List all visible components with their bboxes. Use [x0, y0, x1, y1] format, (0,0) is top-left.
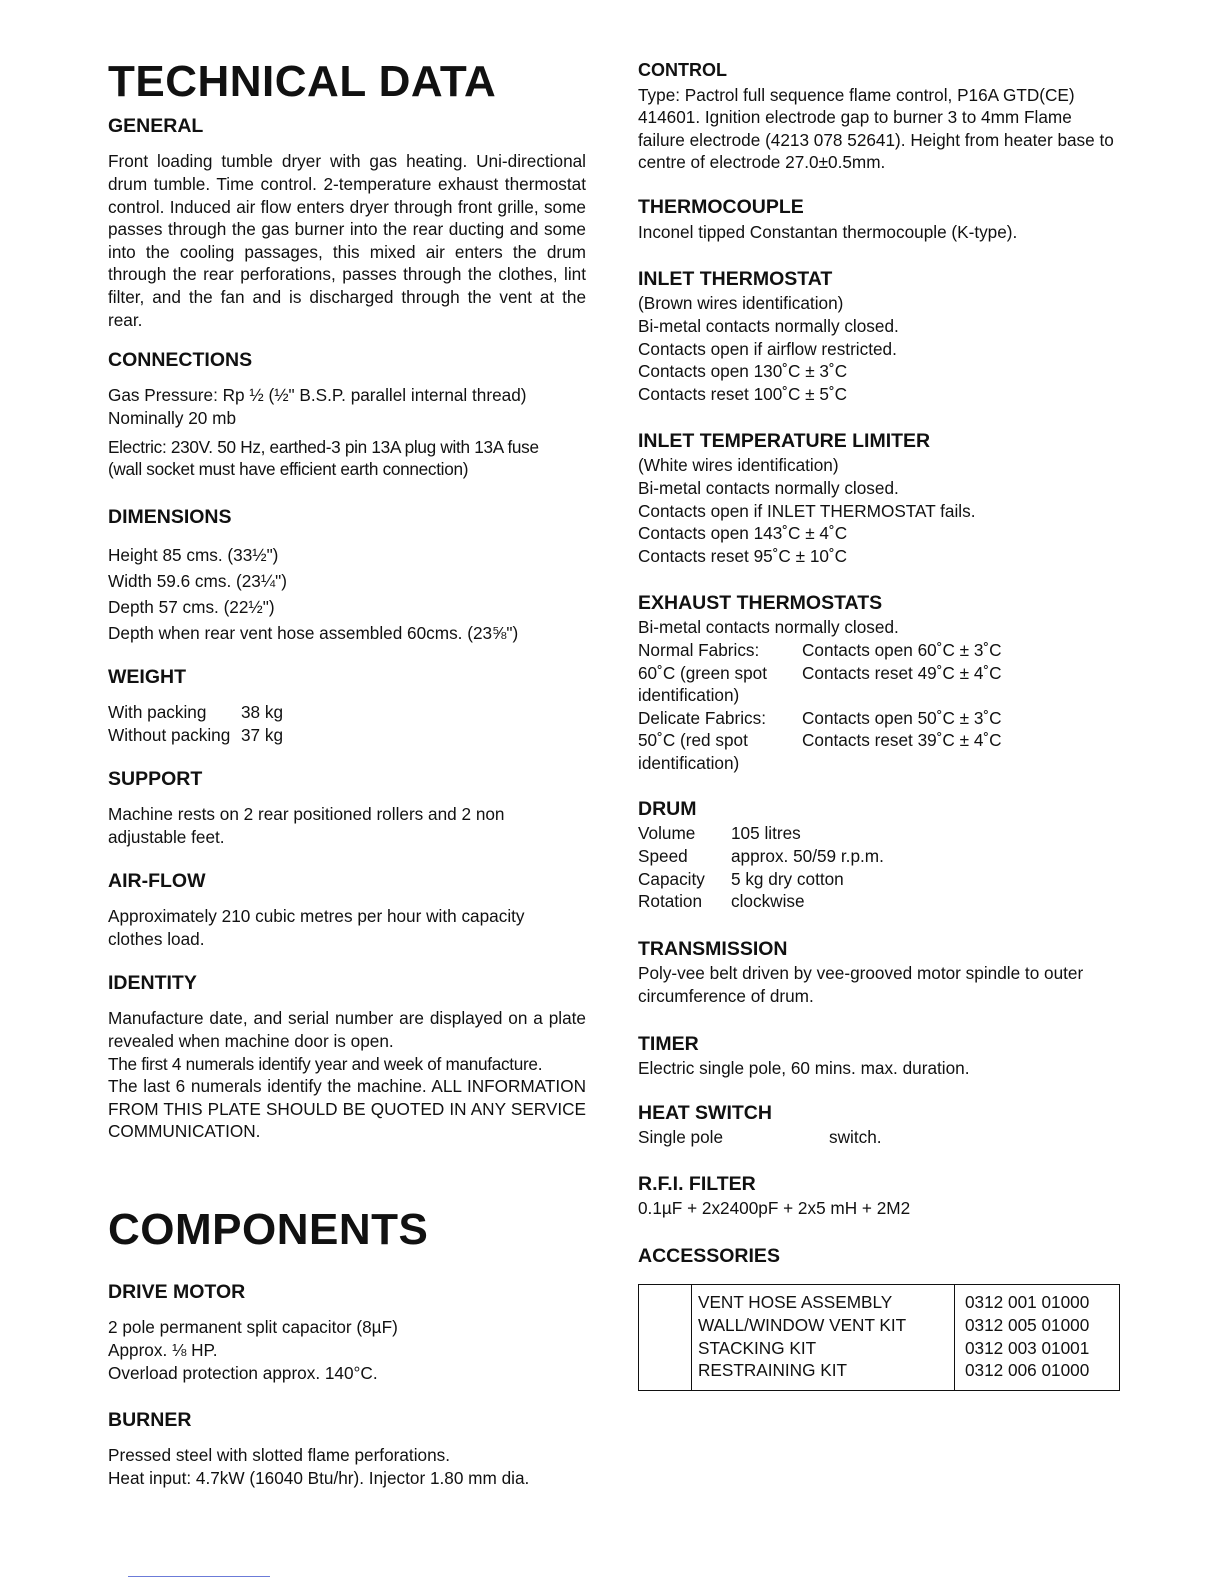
inlet-thermostat-line: Contacts reset 100˚C ± 5˚C: [638, 383, 848, 404]
timer-section: [638, 1033, 1120, 1080]
inlet-thermostat-line: (Brown wires identification): [638, 293, 844, 314]
accessories-name-cell: [692, 1285, 955, 1390]
motor-power: Approx. ⅛ HP.: [108, 1339, 218, 1360]
exhaust-row: identification): [638, 752, 740, 773]
components-title: COMPONENTS: [108, 1205, 429, 1254]
rfi-text: 0.1µF + 2x2400pF + 2x5 mH + 2M2: [638, 1198, 911, 1219]
heat-switch-type: Single pole: [638, 1127, 724, 1148]
weight-heading: WEIGHT: [108, 666, 186, 688]
heat-switch-kind: switch.: [829, 1127, 882, 1148]
control-section: [638, 60, 1120, 174]
gas-pressure: Gas Pressure: Rp ½ (½" B.S.P. parallel internal thread): [108, 385, 527, 406]
identity-heading: IDENTITY: [108, 972, 197, 994]
control-text: Type: Pactrol full sequence flame control, P16A GTD(CE) 414601. Ignition electrode gap to burner 3 to 4mm Flame failure electrode (4213 078 52641). Height from heater base to centre of electrode 27.0±0.5mm.: [638, 84, 1114, 173]
inlet-limiter-line: Contacts reset 95˚C ± 10˚C: [638, 545, 848, 566]
dimensions-section: [108, 506, 586, 646]
support-section: [108, 768, 586, 849]
accessory-name: VENT HOSE ASSEMBLY: [698, 1292, 893, 1313]
accessory-name: RESTRAINING KIT: [698, 1360, 847, 1381]
dimension-height: Height 85 cms. (33½"): [108, 545, 279, 566]
exhaust-intro: Bi-metal contacts normally closed.: [638, 617, 899, 638]
transmission-text: Poly-vee belt driven by vee-grooved motor spindle to outer circumference of drum.: [638, 963, 1084, 1006]
inlet-limiter-section: [638, 430, 1120, 567]
dimensions-heading: DIMENSIONS: [108, 506, 232, 528]
identity-numerals: The first 4 numerals identify year and week of manufacture.: [108, 1053, 543, 1074]
inlet-thermostat-line: Contacts open if airflow restricted.: [638, 338, 897, 359]
accessory-code: 0312 001 01000: [965, 1292, 1090, 1313]
rfi-section: [638, 1173, 1120, 1220]
accessories-table-row: [639, 1285, 1120, 1390]
drum-row: Capacity 5 kg dry cotton: [638, 868, 844, 889]
accessories-section: [638, 1245, 1120, 1391]
drum-row: Volume 105 litres: [638, 823, 801, 844]
general-text: Front loading tumble dryer with gas heating. Uni-directional drum tumble. Time control. 2-temperature exhaust thermostat control. Induced air flow enters dryer through front grille, some passes through the gas burner into the rear ducting and some into the cooling passages, this mixed air enters the drum through the rear perforations, passes through the clothes, lint filter, and the fan and is discharged through the vent at the rear.: [108, 151, 586, 330]
exhaust-row: 50˚C (red spot Contacts reset 39˚C ± 4˚C: [638, 730, 1002, 751]
accessory-code: 0312 003 01001: [965, 1337, 1090, 1358]
airflow-text: Approximately 210 cubic metres per hour with capacity clothes load.: [108, 906, 525, 949]
inlet-thermostat-heading: INLET THERMOSTAT: [638, 268, 833, 290]
accessory-name: STACKING KIT: [698, 1337, 817, 1358]
inlet-thermostat-section: [638, 268, 1120, 405]
motor-overload: Overload protection approx. 140°C.: [108, 1362, 378, 1383]
accessories-table: [638, 1284, 1120, 1390]
inlet-limiter-line: Bi-metal contacts normally closed.: [638, 477, 899, 498]
drum-row: Speed approx. 50/59 r.p.m.: [638, 845, 884, 866]
inlet-thermostat-line: Bi-metal contacts normally closed.: [638, 315, 899, 336]
weight-row: With packing 38 kg: [108, 702, 284, 723]
exhaust-row: Normal Fabrics: Contacts open 60˚C ± 3˚C: [638, 639, 1002, 660]
burner-heat-input: Heat input: 4.7kW (16040 Btu/hr). Injector 1.80 mm dia.: [108, 1467, 530, 1488]
electric-note: (wall socket must have efficient earth connection): [108, 459, 469, 480]
transmission-heading: TRANSMISSION: [638, 938, 788, 960]
exhaust-row: 60˚C (green spot Contacts reset 49˚C ± 4˚C: [638, 662, 1002, 683]
accessories-code-cell: [955, 1285, 1120, 1390]
support-heading: SUPPORT: [108, 768, 203, 790]
inlet-thermostat-line: Contacts open 130˚C ± 3˚C: [638, 361, 848, 382]
drum-heading: DRUM: [638, 798, 697, 820]
exhaust-heading: EXHAUST THERMOSTATS: [638, 592, 883, 614]
timer-heading: TIMER: [638, 1033, 699, 1055]
gas-nominal: Nominally 20 mb: [108, 407, 236, 428]
inlet-limiter-heading: INLET TEMPERATURE LIMITER: [638, 430, 931, 452]
weight-row: Without packing 37 kg: [108, 724, 284, 745]
exhaust-row: Delicate Fabrics: Contacts open 50˚C ± 3˚C: [638, 707, 1002, 728]
identity-text: Manufacture date, and serial number are displayed on a plate revealed when machine door is open.: [108, 1008, 586, 1051]
heat-switch-heading: HEAT SWITCH: [638, 1102, 772, 1124]
identity-machine: The last 6 numerals identify the machine. ALL INFORMATION FROM THIS PLATE SHOULD BE QUOTED IN ANY SERVICE COMMUNICATION.: [108, 1076, 586, 1142]
weight-section: [108, 666, 586, 747]
connections-heading: CONNECTIONS: [108, 349, 253, 371]
support-text: Machine rests on 2 rear positioned rollers and 2 non adjustable feet.: [108, 804, 505, 847]
motor-type: 2 pole permanent split capacitor (8µF): [108, 1317, 398, 1338]
burner-section: [108, 1409, 586, 1490]
accessories-heading: ACCESSORIES: [638, 1245, 780, 1267]
inlet-limiter-line: Contacts open 143˚C ± 4˚C: [638, 523, 848, 544]
electric-spec: Electric: 230V. 50 Hz, earthed-3 pin 13A plug with 13A fuse: [108, 436, 539, 457]
exhaust-section: [638, 592, 1120, 775]
accessories-blank-cell: [639, 1285, 692, 1390]
drum-section: [638, 798, 1120, 913]
transmission-section: [638, 938, 1120, 1008]
airflow-heading: AIR-FLOW: [108, 870, 206, 892]
general-section: [108, 115, 586, 331]
inlet-limiter-line: (White wires identification): [638, 455, 839, 476]
inlet-limiter-line: Contacts open if INLET THERMOSTAT fails.: [638, 500, 976, 521]
thermocouple-heading: THERMOCOUPLE: [638, 196, 804, 218]
burner-construction: Pressed steel with slotted flame perforations.: [108, 1445, 451, 1466]
identity-section: [108, 972, 586, 1143]
page-title: TECHNICAL DATA: [108, 57, 497, 106]
burner-heading: BURNER: [108, 1409, 192, 1431]
drum-row: Rotation clockwise: [638, 891, 805, 912]
airflow-section: [108, 870, 586, 951]
drive-motor-section: [108, 1281, 586, 1384]
general-heading: GENERAL: [108, 115, 204, 137]
dimension-depth: Depth 57 cms. (22½"): [108, 597, 275, 618]
heat-switch-section: [638, 1102, 1120, 1149]
dimension-width: Width 59.6 cms. (23¼"): [108, 571, 287, 592]
exhaust-row: identification): [638, 685, 740, 706]
drive-motor-heading: DRIVE MOTOR: [108, 1281, 246, 1303]
accessory-name: WALL/WINDOW VENT KIT: [698, 1314, 907, 1335]
timer-text: Electric single pole, 60 mins. max. duration.: [638, 1058, 970, 1079]
thermocouple-text: Inconel tipped Constantan thermocouple (K-type).: [638, 222, 1018, 243]
accessory-code: 0312 005 01000: [965, 1314, 1090, 1335]
rfi-heading: R.F.I. FILTER: [638, 1173, 756, 1195]
connections-section: [108, 349, 586, 481]
dimension-depth-hose: Depth when rear vent hose assembled 60cms. (23⅝"): [108, 623, 519, 644]
page-footer-rule: [128, 1576, 270, 1577]
control-heading: CONTROL: [638, 60, 727, 80]
thermocouple-section: [638, 196, 1120, 244]
accessory-code: 0312 006 01000: [965, 1360, 1090, 1381]
